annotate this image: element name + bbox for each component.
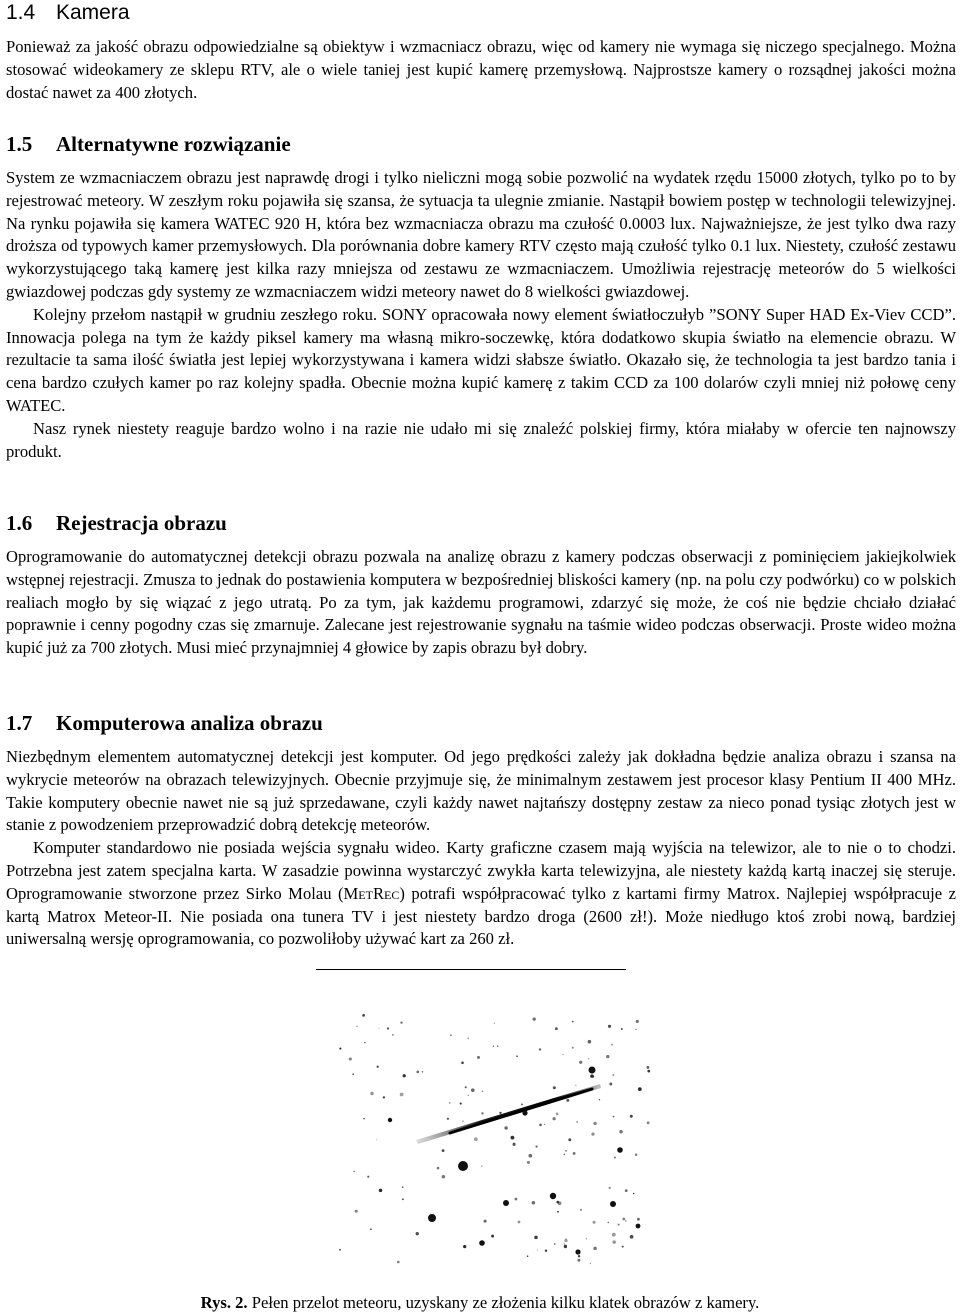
star <box>356 1026 357 1027</box>
star <box>364 1042 365 1043</box>
star <box>576 1121 578 1123</box>
star <box>555 1027 558 1030</box>
star <box>614 1157 616 1159</box>
star <box>493 1046 494 1047</box>
star <box>460 1103 462 1105</box>
star <box>516 1055 518 1057</box>
star <box>504 1126 507 1129</box>
paragraph-text: Komputer standardowo nie posiada wejścia sygnału wideo. Karty graficzne czasem mają wyjścia na telewizor, ale to nie o to chodzi. Potrzebna jest zatem specjalna karta. W zasadzie powinna wystarczyć zwykła karta telewizyjna, ale niestety każdą kartą inaczej się steruje. Oprogramowanie stworzone przez Sirko Molau ( <box>6 838 956 903</box>
star <box>468 1095 469 1096</box>
star <box>563 1154 565 1156</box>
star <box>474 1137 478 1141</box>
star <box>625 1220 626 1221</box>
star <box>377 1066 379 1068</box>
star <box>481 1166 482 1167</box>
star <box>618 1224 620 1226</box>
star <box>562 1054 563 1055</box>
star <box>383 1096 385 1098</box>
star <box>589 1067 596 1074</box>
star <box>572 1047 574 1049</box>
star <box>527 1161 530 1164</box>
star <box>617 1147 623 1153</box>
star <box>647 1066 650 1069</box>
figure-caption-text: Pełen przelot meteoru, uzyskany ze złożenia kilku klatek obrazów z kamery. <box>251 1293 760 1312</box>
star <box>588 1058 589 1059</box>
star <box>482 1090 484 1092</box>
star <box>484 1220 487 1223</box>
star <box>647 1070 650 1073</box>
star <box>352 1073 354 1075</box>
star <box>599 1099 600 1100</box>
star <box>573 1152 576 1155</box>
star <box>497 1045 499 1047</box>
star <box>552 1117 555 1120</box>
star <box>554 1243 555 1244</box>
star <box>593 1247 597 1251</box>
star <box>622 1218 625 1221</box>
section-number: 1.5 <box>6 132 33 156</box>
star <box>416 1071 419 1074</box>
figure-caption <box>0 1293 960 1313</box>
star <box>572 1021 574 1023</box>
section-number: 1.4 <box>6 1 36 24</box>
star <box>503 1200 509 1206</box>
star <box>447 1118 449 1120</box>
star <box>544 1124 545 1125</box>
star <box>437 1167 440 1170</box>
star <box>416 1232 419 1235</box>
star-field-photo <box>330 1000 660 1280</box>
star <box>591 1132 594 1135</box>
star <box>428 1214 436 1222</box>
meteor-figure-image <box>330 1000 660 1280</box>
star <box>367 1176 369 1178</box>
star <box>579 1061 582 1064</box>
section-number: 1.6 <box>6 511 33 535</box>
star <box>355 1210 358 1213</box>
star <box>442 1175 445 1178</box>
star <box>545 1249 547 1251</box>
star <box>471 1088 475 1092</box>
paragraph: Ponieważ za jakość obrazu odpowiedzialne są obiektyw i wzmacniacz obrazu, więc od kamery nie wymaga się niczego specjalnego. Można stosować wideokamery ze sklepu RTV, ale o wiele taniej jest kupić kamerę przemysłową. Najprostsze kamery o rozsądnej jakości można dostać nawet za 400 złotych. <box>6 37 956 102</box>
star <box>532 1201 536 1205</box>
star <box>556 1113 559 1116</box>
star <box>578 1255 580 1257</box>
star <box>450 1034 452 1036</box>
star <box>376 1139 377 1140</box>
star <box>577 1259 580 1262</box>
star <box>521 1103 523 1105</box>
star <box>379 1189 383 1193</box>
star <box>370 1228 372 1230</box>
star <box>637 1218 640 1221</box>
star <box>622 1246 624 1248</box>
star <box>565 1150 567 1152</box>
star <box>458 1161 468 1171</box>
star <box>465 1086 467 1088</box>
star <box>402 1186 404 1188</box>
star <box>481 1112 484 1115</box>
star <box>608 1025 611 1028</box>
star <box>588 1040 592 1044</box>
star <box>590 1074 594 1078</box>
section-heading <box>6 131 956 157</box>
star <box>403 1074 406 1077</box>
section-kamera <box>6 0 956 104</box>
star <box>463 1245 466 1248</box>
star <box>647 1121 650 1124</box>
star <box>633 1193 635 1195</box>
star <box>550 1193 556 1199</box>
figure-label: Rys. 2. <box>200 1293 248 1312</box>
section-heading <box>6 0 956 26</box>
star <box>534 1236 538 1240</box>
star <box>636 1020 639 1023</box>
star <box>612 1233 616 1237</box>
star <box>479 1240 485 1246</box>
star <box>511 1136 515 1140</box>
star <box>363 1118 364 1119</box>
star <box>564 1239 567 1242</box>
paragraph: Nasz rynek niestety reaguje bardzo wolno i na razie nie udało mi się znaleźć polskiej firmy, która miałaby w ofercie ten najnowszy produkt. <box>6 418 956 461</box>
star <box>467 1037 469 1039</box>
star <box>564 1243 565 1244</box>
star <box>370 1092 373 1095</box>
star <box>566 1099 569 1102</box>
star <box>586 1238 587 1239</box>
star <box>513 1143 516 1146</box>
section-title: Kamera <box>56 1 130 24</box>
star <box>353 1171 355 1173</box>
star <box>630 1115 633 1118</box>
star <box>609 1083 612 1086</box>
star <box>537 1250 538 1251</box>
star <box>535 1145 537 1147</box>
star <box>568 1138 571 1141</box>
star <box>611 1044 613 1046</box>
paragraph: Niezbędnym elementem automatycznej detekcji jest komputer. Od jego prędkości zależy jak dokładna będzie analiza obrazu i szansa na wykrycie meteorów na obrazach telewizyjnych. Obecnie przyjmuje się, że minimalnym zestawem jest procesor klasy Pentium II 400 MHz. Takie komputery obecnie nawet nie są już sprzedawane, czyli każdy nawet najtańszy dostępny zestaw za nieco ponad tysiąc złotych jest w stanie z powodzeniem przeprowadzić dobrą detekcję meteorów. <box>6 747 956 835</box>
star <box>557 1211 559 1213</box>
star <box>442 1149 445 1152</box>
meteor-trail-core <box>450 1089 592 1133</box>
star <box>527 1255 529 1257</box>
paragraph: System ze wzmacniaczem obrazu jest naprawdę drogi i tylko nieliczni mogą sobie pozwolić na wydatek rzędu 15000 złotych, tylko po to by rejestrować meteory. W zeszłym roku pojawiła się szansa, że sytuacja ta ulegnie zmianie. Nastąpił bowiem postęp w technologii telewizyjnej. Na rynku pojawiła się kamera WATEC 920 H, która bez wzmacniacza obrazu ma czułość 0.0003 lux. Najważniejsze, że jest tylko dwa razy droższa od typowych kamer przemysłowych. Dla porównania dobre kamery RTV często mają czułość tylko 0.1 lux. Niestety, czułość zestawu wykorzystującego taką kamerę jest kilka razy mniejsza od zestawu ze wzmacniaczem. Umożliwia rejestrację meteorów do 5 wielkości gwiazdowej podczas gdy systemy ze wzmacniaczem widzi meteory nawet do 8 wielkości gwiazdowej. <box>6 168 956 301</box>
software-name: MetRec <box>343 883 400 903</box>
star <box>612 1074 614 1076</box>
star <box>635 1153 638 1156</box>
star <box>575 1249 580 1254</box>
star <box>400 1093 404 1097</box>
star <box>362 1014 365 1017</box>
star <box>388 1118 392 1122</box>
section-alternatywne-rozwiazanie <box>6 131 956 463</box>
star <box>522 1110 527 1115</box>
star <box>625 1189 628 1192</box>
star <box>514 1198 517 1201</box>
star <box>477 1056 480 1059</box>
stars-group <box>339 1014 650 1264</box>
star <box>630 1235 634 1239</box>
star <box>462 1121 463 1122</box>
star <box>422 1071 424 1073</box>
star <box>339 1048 341 1050</box>
paragraph-text: ) potrafi współpracować tylko z kartami firmy Matrox. Najlepiej współpracuje z kartą Matrox Meteor-II. Nie posiada ona tunera TV i jest niestety bardzo droga (2600 zł!). Może niedługo ktoś zrobi nową, bardziej uniwersalną wersję oprogramowania, co pozwoliłoby używać kart za 260 zł. <box>6 883 956 949</box>
star <box>397 1261 400 1264</box>
figure-separator-rule <box>316 969 626 970</box>
star <box>612 1240 615 1243</box>
star <box>339 1249 341 1251</box>
paragraph: Oprogramowanie do automatycznej detekcji obrazu pozwala na analizę obrazu z kamery podczas obserwacji z pominięciem jakiejkolwiek wstępnej rejestracji. Zmusza to jednak do postawienia komputera w bezpośredniej bliskości kamery (np. na polu czy podwórku) co w polskich realiach mogło by się wiązać z jego utratą. Po za tym, jak każdemu programowi, zdarzyć się może, że coś nie będzie chciało działać poprawnie i cenny pogodny czas się zmarnuje. Zalecane jest rejestrowanie sygnału na taśmie wideo podczas obserwacji. Proste wideo można kupić już za 700 złotych. Musi mieć przynajmniej 4 głowice by zapis obrazu był dobry. <box>6 547 956 658</box>
star <box>499 1112 501 1114</box>
star <box>635 1029 636 1030</box>
section-number: 1.7 <box>6 711 33 735</box>
star <box>553 1086 556 1089</box>
star <box>613 1116 615 1118</box>
section-rejestracja-obrazu <box>6 510 956 660</box>
star <box>610 1201 616 1207</box>
paragraph: Kolejny przełom nastąpił w grudniu zeszłego roku. SONY opracowała nowy element światłoczułyb ”SONY Super HAD Ex-Viev CCD”. Innowacja polega na tym że każdy piksel kamery ma własną mikro-soczewkę, która dodatkowo skupia światło na elemencie obrazu. W rezultacie ta sama ilość światła jest lepiej wykorzystywana i kamera widzi słabsze światło. Okazało się, że technologia ta jest bardzo tania i cena bardzo czułych kamer po raz kolejny spadła. Obecnie można kupić kamerę z takim CCD za 100 dolarów czyli mniej niż połowę ceny WATEC. <box>6 304 956 415</box>
star <box>449 1102 451 1104</box>
star <box>606 1055 609 1058</box>
paragraph <box>6 837 956 951</box>
star <box>608 1222 610 1224</box>
star <box>575 1085 576 1086</box>
star <box>539 1048 541 1050</box>
star <box>461 1061 464 1064</box>
star <box>378 1028 379 1029</box>
section-title: Komputerowa analiza obrazu <box>56 711 323 735</box>
star <box>491 1235 494 1238</box>
star <box>619 1130 622 1133</box>
star <box>392 1034 394 1036</box>
section-title: Alternatywne rozwiązanie <box>56 132 291 156</box>
star <box>539 1124 542 1127</box>
star <box>593 1122 596 1125</box>
star <box>400 1021 402 1023</box>
star <box>636 1224 641 1229</box>
section-heading <box>6 510 956 536</box>
star <box>556 1201 559 1204</box>
star <box>387 1027 389 1029</box>
star <box>494 1023 495 1024</box>
star <box>528 1154 532 1158</box>
section-title: Rejestracja obrazu <box>56 511 227 535</box>
star <box>518 1221 521 1224</box>
star <box>609 1187 611 1189</box>
section-heading <box>6 710 956 736</box>
star <box>580 1209 582 1211</box>
section-komputerowa-analiza-obrazu <box>6 710 956 951</box>
star <box>638 1087 642 1091</box>
star <box>564 1245 567 1248</box>
star <box>533 1017 536 1020</box>
star <box>402 1198 404 1200</box>
star <box>621 1028 623 1030</box>
star <box>593 1221 596 1224</box>
star <box>349 1057 352 1060</box>
star <box>590 1263 591 1264</box>
